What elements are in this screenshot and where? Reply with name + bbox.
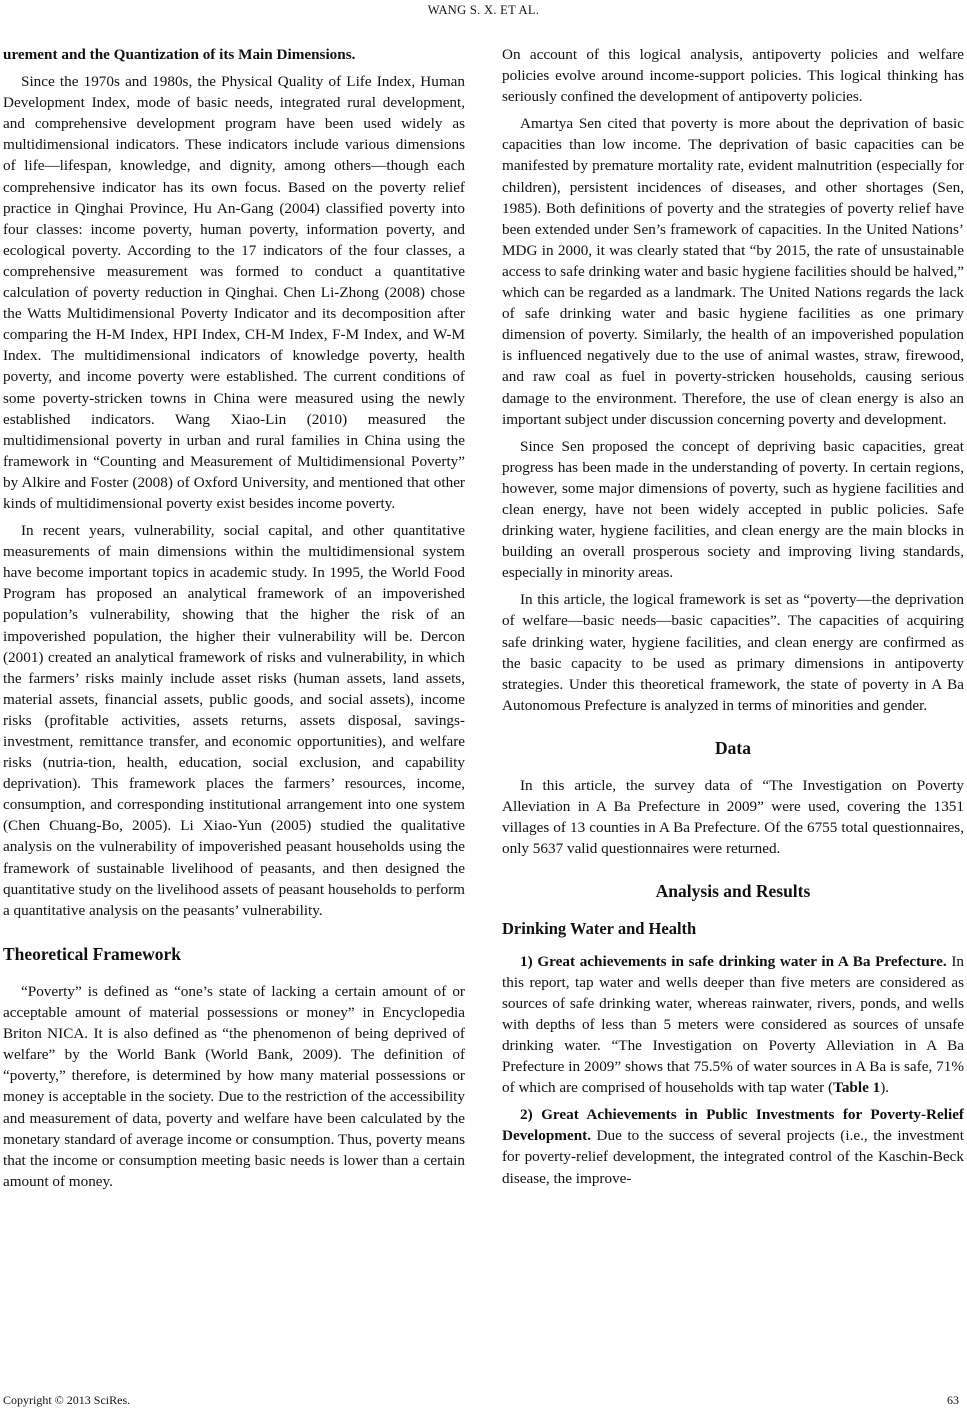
footer-copyright: Copyright © 2013 SciRes. [3, 1393, 131, 1407]
right-column [502, 44, 964, 1189]
paragraph: Amartya Sen cited that poverty is more about the deprivation of basic capacities than low income. The deprivation of basic capacities can be manifested by premature mortality rate, evident malnutrition (especially for children), persistent incidences of diseases, and other shortages (Sen, 1985). Both definitions of poverty and the strategies of poverty relief have been extended under Sen’s framework of capacities. In the United Nations’ MDG in 2000, it was clearly stated that “by 2015, the rate of unsustainable access to safe drinking water and basic hygiene facilities should be halved,” which can be regarded as a landmark. The United Nations regards the lack of safe drinking water and basic hygiene facilities as one primary dimension of poverty. Similarly, the health of an impoverished population is influenced negatively due to the use of animal wastes, straw, firewood, and raw coal as fuel in poverty-stricken households, causing serious damage to the environment. Therefore, the use of clean energy is also an important subject under discussion concerning poverty and development. [502, 115, 964, 428]
left-column [3, 44, 465, 1192]
paragraph-text: Due to the success of several projects (i.e., the investment for poverty-relief development, the integrated control of the Kaschin-Beck disease, the improve- [502, 1127, 964, 1187]
paragraph: In this article, the logical framework is set as “poverty—the deprivation of welfare—basic needs—basic capacities”. The capacities of acquiring safe drinking water, hygiene facilities, and clean energy are confirmed as the basic capacity to be used as primary dimensions in antipoverty strategies. Under this theoretical framework, the state of poverty in A Ba Autonomous Prefecture is analyzed in terms of minorities and gender. [502, 591, 964, 714]
section-heading-theoretical-framework: Theoretical Framework [3, 943, 182, 964]
paragraph: In recent years, vulnerability, social capital, and other quantitative measurements of main dimensions within the multidimensional system have become important topics in academic study. In 1995, the World Food Program has proposed an analytical framework of an impoverished population’s vulnerability, showing that the higher the risk of an impoverished population, the higher their vulnerability will be. Dercon (2001) created an analytical framework of risks and vulnerability, in which the farmers’ risks mainly include asset risks (human assets, land assets, material assets, financial assets, public goods, and social assets), income risks (profitable activities, assets returns, assets disposal, savings-investment, remittance transfer, and economic opportunities), and welfare risks (nutria-tion, health, education, social exclusion, and capability deprivation). This framework places the farmers’ resources, income, consumption, and corresponding institutional arrangement into one system (Chen Chuang-Bo, 2005). Li Xiao-Yun (2005) studied the qualitative analysis on the vulnerability of impoverished peasant households using the framework of sustainable livelihood of peasants, and then designed the quantitative study on the livelihood assets of peasant households to perform a quantitative analysis on the peasants’ vulnerability. [3, 522, 465, 919]
numbered-paragraph [502, 1104, 964, 1188]
paragraph: On account of this logical analysis, antipoverty policies and welfare policies evolve around income-support policies. This logical thinking has seriously confined the development of antipoverty policies. [502, 46, 964, 106]
table-reference: Table 1 [833, 1079, 881, 1097]
subsection-heading-drinking-water: Drinking Water and Health [502, 919, 697, 939]
paragraph-lead: 2) Great Achievements in Public Investments for Poverty-Relief Development. [502, 1106, 964, 1145]
continued-heading: urement and the Quantization of its Main Dimensions. [3, 46, 356, 63]
paragraph-text: In this report, tap water and wells deeper than five meters are considered as sources of safe drinking water, whereas rainwater, rivers, ponds, and wells with depths of less than 5 meters were considered as sources of unsafe drinking water. “The Investigation on Poverty Alleviation in A Ba Prefecture in 2009” shows that 75.5% of water sources in A Ba is safe, 71% of which are comprised of households with tap water ( [502, 952, 964, 1097]
page-number: 63 [947, 1393, 959, 1407]
section-heading-analysis: Analysis and Results [655, 881, 811, 902]
section-heading-data: Data [715, 737, 751, 758]
numbered-paragraph [502, 951, 964, 1099]
paragraph: “Poverty” is defined as “one’s state of lacking a certain amount of or acceptable amount of material possessions or money” in Encyclopedia Briton NICA. It is also defined as “the phenomenon of being deprived of welfare” by the World Bank (World Bank, 2009). The definition of “poverty,” therefore, is determined by how many material possessions or money is acceptable in the society. Due to the restriction of the accessibility and measurement of data, poverty and welfare have been calculated by the monetary standard of average income or consumption. Thus, poverty means that the income or consumption meeting basic needs is lower than a certain amount of money. [3, 982, 465, 1190]
running-head: WANG S. X. ET AL. [427, 3, 540, 17]
paragraph-text: ). [880, 1079, 890, 1097]
paragraph: In this article, the survey data of “The Investigation on Poverty Alleviation in A Ba Prefecture in 2009” were used, covering the 1351 villages of 13 counties in A Ba Prefecture. Of the 6755 total questionnaires, only 5637 valid questionnaires were returned. [502, 777, 964, 858]
paragraph: Since Sen proposed the concept of depriving basic capacities, great progress has been made in the understanding of poverty. In certain regions, however, some major dimensions of poverty, such as hygiene facilities and clean energy, have not been widely accepted in public policies. Safe drinking water, hygiene facilities, and clean energy are the main blocks in building an overall prosperous society and improving living standards, especially in minority areas. [502, 437, 964, 582]
paragraph-lead: 1) Great achievements in safe drinking water in A Ba Prefecture. [520, 952, 947, 970]
paragraph: Since the 1970s and 1980s, the Physical Quality of Life Index, Human Development Index, mode of basic needs, integrated rural development, and comprehensive development program have been used widely as multidimensional indicators. These indicators include various dimensions of life—lifespan, knowledge, and dignity, among others—though each comprehensive indicator has its own focus. Based on the poverty relief practice in Qinghai Province, Hu An-Gang (2004) classified poverty into four classes: income poverty, human poverty, information poverty, and ecological poverty. According to the 17 indicators of the four classes, a comprehensive measurement was formed to conduct a quantitative calculation of poverty reduction in Qinghai. Chen Li-Zhong (2008) chose the Watts Multidimensional Poverty Indicator and its decomposition after comparing the H-M Index, HPI Index, CH-M Index, F-M Index, and W-M Index. The multidimensional indicators of knowledge poverty, health poverty, and income poverty were established. The current conditions of some poverty-stricken towns in China were measured using the newly established indicators. Wang Xiao-Lin (2010) measured the multidimensional poverty in urban and rural families in China using the framework in “Counting and Measurement of Multidimensional Poverty” by Alkire and Foster (2008) of Oxford University, and mentioned that other kinds of multidimensional poverty exist besides income poverty. [3, 73, 465, 512]
